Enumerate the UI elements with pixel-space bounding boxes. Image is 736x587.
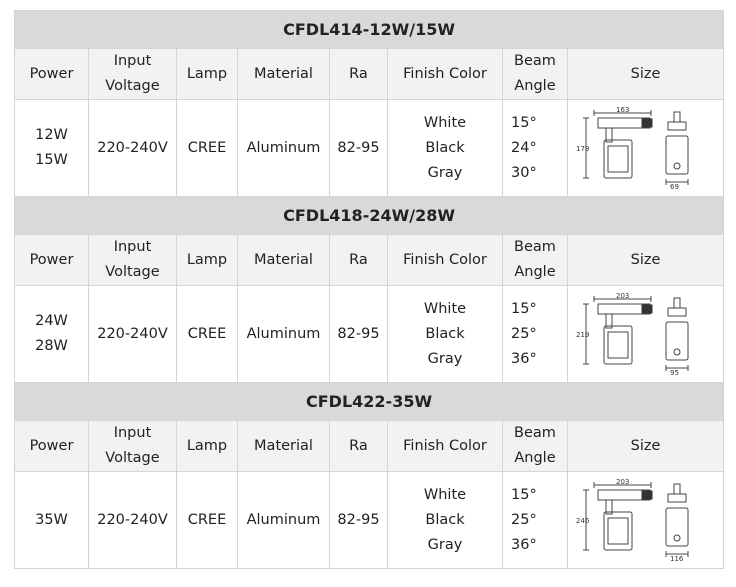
model-title-row — [15, 197, 724, 235]
header-beam-angle-line1: Beam — [514, 425, 556, 441]
model-title: CFDL414-12W/15W — [15, 11, 724, 49]
finish-value: Black — [425, 139, 465, 156]
header-input-voltage-line2: Voltage — [105, 264, 160, 280]
ra-cell: 82-95 — [330, 286, 388, 383]
model-title: CFDL422-35W — [15, 383, 724, 421]
material-cell: Aluminum — [238, 472, 330, 569]
header-material: Material — [238, 49, 330, 100]
beam-value: 25° — [511, 511, 537, 528]
depth-dimension-label: 95 — [669, 369, 679, 376]
beam-angle-cell — [503, 100, 568, 197]
side-knob — [674, 535, 680, 541]
header-beam-angle — [503, 235, 568, 286]
width-dimension-label: 203 — [615, 292, 629, 300]
power-cell — [15, 472, 89, 569]
header-size: Size — [568, 421, 724, 472]
ra-cell: 82-95 — [330, 100, 388, 197]
header-row — [15, 421, 724, 472]
header-finish-color: Finish Color — [388, 235, 503, 286]
header-input-voltage — [89, 235, 177, 286]
header-ra: Ra — [330, 421, 388, 472]
beam-value: 15° — [511, 486, 537, 503]
height-dimension-label: 179 — [575, 145, 589, 153]
model-title-row — [15, 383, 724, 421]
width-dimension-label: 163 — [615, 106, 629, 114]
header-ra: Ra — [330, 49, 388, 100]
header-input-voltage-line1: Input — [113, 239, 152, 255]
voltage-cell: 220-240V — [89, 472, 177, 569]
side-lamp-body — [666, 508, 688, 546]
material-cell: Aluminum — [238, 286, 330, 383]
finish-value: White — [423, 486, 467, 503]
beam-value: 36° — [511, 350, 537, 367]
header-input-voltage-line1: Input — [113, 53, 152, 69]
finish-value: Gray — [427, 350, 463, 367]
header-input-voltage-line2: Voltage — [105, 78, 160, 94]
dimension-drawing — [576, 292, 716, 376]
beam-value: 15° — [511, 300, 537, 317]
depth-dimension-label: 116 — [669, 555, 683, 562]
spec-row — [15, 100, 724, 197]
header-finish-color: Finish Color — [388, 421, 503, 472]
header-size: Size — [568, 49, 724, 100]
track-adapter-end — [642, 305, 652, 313]
finish-value: White — [423, 114, 467, 131]
track-adapter-end — [642, 491, 652, 499]
size-drawing-cell — [568, 100, 724, 197]
lamp-body-inner — [608, 146, 628, 172]
finish-value: Black — [425, 511, 465, 528]
header-lamp: Lamp — [177, 421, 238, 472]
header-beam-angle-line2: Angle — [514, 78, 556, 94]
spec-row — [15, 286, 724, 383]
side-knob — [674, 349, 680, 355]
header-beam-angle — [503, 421, 568, 472]
header-power: Power — [15, 235, 89, 286]
side-adapter-top — [674, 112, 680, 122]
beam-value: 24° — [511, 139, 537, 156]
lamp-body-inner — [608, 332, 628, 358]
side-adapter-base — [668, 308, 686, 316]
beam-value: 36° — [511, 536, 537, 553]
power-cell — [15, 100, 89, 197]
power-value: 24W — [35, 313, 68, 329]
lamp-cell: CREE — [177, 472, 238, 569]
header-input-voltage-line2: Voltage — [105, 450, 160, 466]
lamp-cell: CREE — [177, 100, 238, 197]
material-cell: Aluminum — [238, 100, 330, 197]
beam-angle-cell — [503, 286, 568, 383]
spec-table-body — [15, 11, 724, 569]
voltage-cell: 220-240V — [89, 100, 177, 197]
dimension-drawing — [576, 106, 716, 190]
power-cell — [15, 286, 89, 383]
header-lamp: Lamp — [177, 49, 238, 100]
header-beam-angle-line1: Beam — [514, 53, 556, 69]
finish-value: White — [423, 300, 467, 317]
header-input-voltage — [89, 421, 177, 472]
header-power: Power — [15, 49, 89, 100]
header-beam-angle-line2: Angle — [514, 264, 556, 280]
beam-value: 30° — [511, 164, 537, 181]
header-beam-angle-line2: Angle — [514, 450, 556, 466]
beam-value: 25° — [511, 325, 537, 342]
dimension-drawing — [576, 478, 716, 562]
side-lamp-body — [666, 136, 688, 174]
beam-angle-cell — [503, 472, 568, 569]
beam-value: 15° — [511, 114, 537, 131]
power-value: 28W — [35, 338, 68, 354]
power-value: 15W — [35, 152, 68, 168]
header-input-voltage — [89, 49, 177, 100]
ra-cell: 82-95 — [330, 472, 388, 569]
height-dimension-label: 219 — [575, 331, 589, 339]
side-adapter-top — [674, 484, 680, 494]
finish-value: Gray — [427, 164, 463, 181]
header-lamp: Lamp — [177, 235, 238, 286]
size-drawing-cell — [568, 472, 724, 569]
finish-color-cell — [388, 472, 503, 569]
header-row — [15, 49, 724, 100]
depth-dimension-label: 69 — [669, 183, 679, 190]
header-finish-color: Finish Color — [388, 49, 503, 100]
finish-value: Black — [425, 325, 465, 342]
header-beam-angle-line1: Beam — [514, 239, 556, 255]
spec-row — [15, 472, 724, 569]
header-input-voltage-line1: Input — [113, 425, 152, 441]
header-ra: Ra — [330, 235, 388, 286]
side-adapter-base — [668, 122, 686, 130]
header-size: Size — [568, 235, 724, 286]
side-lamp-body — [666, 322, 688, 360]
lamp-body-inner — [608, 518, 628, 544]
power-value: 12W — [35, 127, 68, 143]
track-adapter-end — [642, 119, 652, 127]
finish-color-cell — [388, 100, 503, 197]
height-dimension-label: 246 — [575, 517, 589, 525]
finish-color-cell — [388, 286, 503, 383]
power-value: 35W — [35, 511, 68, 528]
header-row — [15, 235, 724, 286]
header-power: Power — [15, 421, 89, 472]
header-material: Material — [238, 235, 330, 286]
side-adapter-top — [674, 298, 680, 308]
header-material: Material — [238, 421, 330, 472]
lamp-cell: CREE — [177, 286, 238, 383]
finish-value: Gray — [427, 536, 463, 553]
model-title: CFDL418-24W/28W — [15, 197, 724, 235]
header-beam-angle — [503, 49, 568, 100]
side-adapter-base — [668, 494, 686, 502]
size-drawing-cell — [568, 286, 724, 383]
spec-table-container — [14, 10, 723, 569]
width-dimension-label: 203 — [615, 478, 629, 486]
side-knob — [674, 163, 680, 169]
spec-table — [14, 10, 724, 569]
model-title-row — [15, 11, 724, 49]
voltage-cell: 220-240V — [89, 286, 177, 383]
